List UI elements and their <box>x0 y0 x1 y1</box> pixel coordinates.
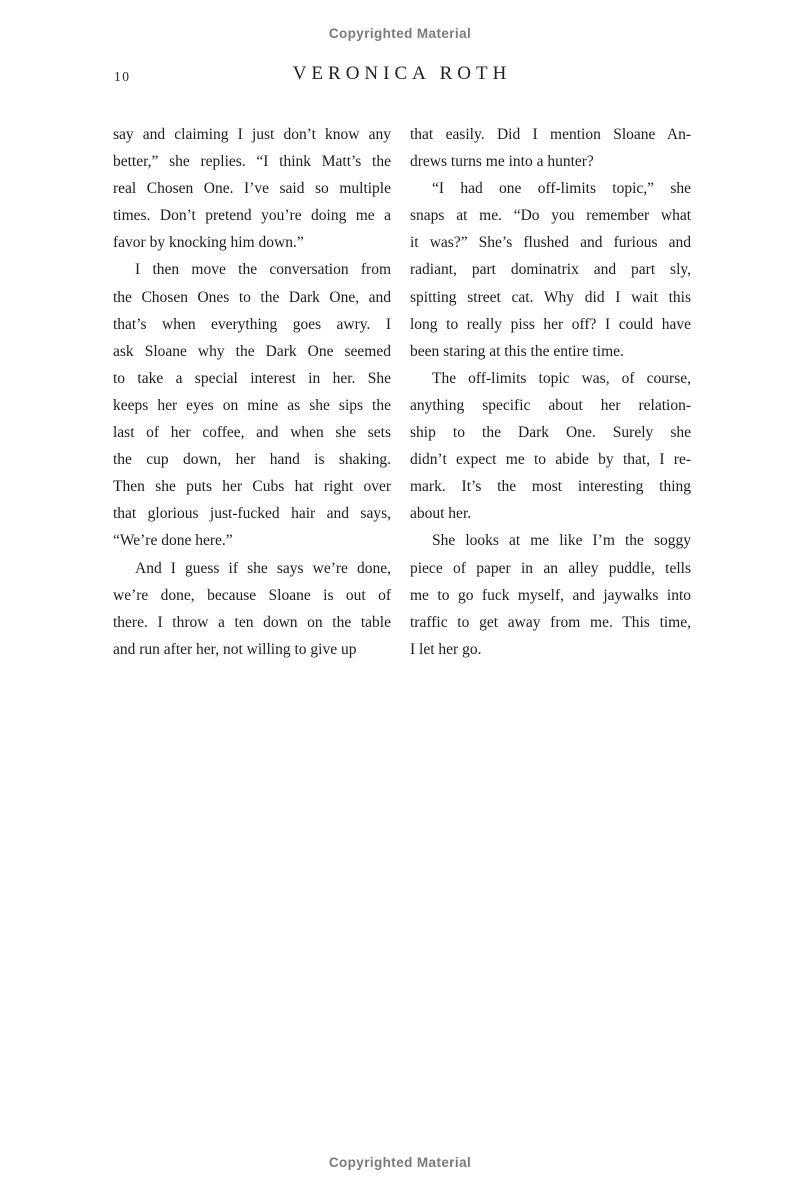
text-line: there. I throw a ten down on the table <box>113 613 391 631</box>
text-line: times. Don’t pretend you’re doing me a <box>113 207 391 225</box>
text-line: I let her go. <box>410 640 482 658</box>
text-line: about her. <box>410 505 472 523</box>
text-line: keeps her eyes on mine as she sips the <box>113 396 391 414</box>
body-text <box>113 121 691 663</box>
text-line: last of her coffee, and when she sets <box>113 424 391 442</box>
text-column-left <box>113 121 391 663</box>
text-line: real Chosen One. I’ve said so multiple <box>113 180 391 198</box>
text-line: me to go fuck myself, and jaywalks into <box>410 586 691 604</box>
text-line: traffic to get away from me. This time, <box>410 613 691 631</box>
text-line: and run after her, not willing to give up <box>113 640 357 658</box>
text-line: we’re done, because Sloane is out of <box>113 586 391 604</box>
text-line: anything specific about her relation- <box>410 396 691 414</box>
paragraph <box>113 256 391 554</box>
text-line: didn’t expect me to abide by that, I re- <box>410 451 691 469</box>
text-line: Then she puts her Cubs hat right over <box>113 478 391 496</box>
text-line: The off-limits topic was, of course, <box>432 369 691 387</box>
text-line: “We’re done here.” <box>113 532 233 550</box>
text-line: that easily. Did I mention Sloane An- <box>410 126 691 143</box>
paragraph <box>410 365 691 528</box>
page-number: 10 <box>114 69 131 84</box>
text-line: spitting street cat. Why did I wait this <box>410 288 691 306</box>
text-line: piece of paper in an alley puddle, tells <box>410 559 691 577</box>
paragraph <box>410 121 691 175</box>
text-column-right <box>410 121 691 663</box>
text-line: I then move the conversation from <box>135 261 391 279</box>
text-line: ask Sloane why the Dark One seemed <box>113 342 391 360</box>
text-line: that’s when everything goes awry. I <box>113 315 391 333</box>
text-line: the cup down, her hand is shaking. <box>113 451 391 469</box>
text-line: She looks at me like I’m the soggy <box>432 532 691 550</box>
paragraph <box>410 175 691 365</box>
text-line: that glorious just-fucked hair and says, <box>113 505 391 523</box>
text-line: the Chosen Ones to the Dark One, and <box>113 288 391 306</box>
text-line: mark. It’s the most interesting thing <box>410 478 691 496</box>
text-line: long to really piss her off? I could have <box>410 315 691 333</box>
text-line: radiant, part dominatrix and part sly, <box>410 261 691 279</box>
paragraph <box>410 527 691 662</box>
text-line: snaps at me. “Do you remember what <box>410 207 691 225</box>
text-line: say and claiming I just don’t know any <box>113 126 391 143</box>
copyright-banner-bottom: Copyrighted Material <box>328 1155 472 1170</box>
text-line: been staring at this the entire time. <box>410 342 624 360</box>
text-line: drews turns me into a hunter? <box>410 153 594 171</box>
text-line: it was?” She’s flushed and furious and <box>410 234 691 252</box>
text-line: to take a special interest in her. She <box>113 369 391 387</box>
text-line: “I had one off-limits topic,” she <box>432 180 691 198</box>
text-line: ship to the Dark One. Surely she <box>410 424 691 442</box>
text-line: better,” she replies. “I think Matt’s the <box>113 153 391 171</box>
copyright-banner-top: Copyrighted Material <box>328 26 472 41</box>
paragraph <box>113 121 391 256</box>
running-header-title: VERONICA ROTH <box>292 63 512 84</box>
paragraph <box>113 555 391 663</box>
page-header <box>113 63 691 89</box>
text-line: favor by knocking him down.” <box>113 234 304 252</box>
text-line: And I guess if she says we’re done, <box>135 559 391 577</box>
